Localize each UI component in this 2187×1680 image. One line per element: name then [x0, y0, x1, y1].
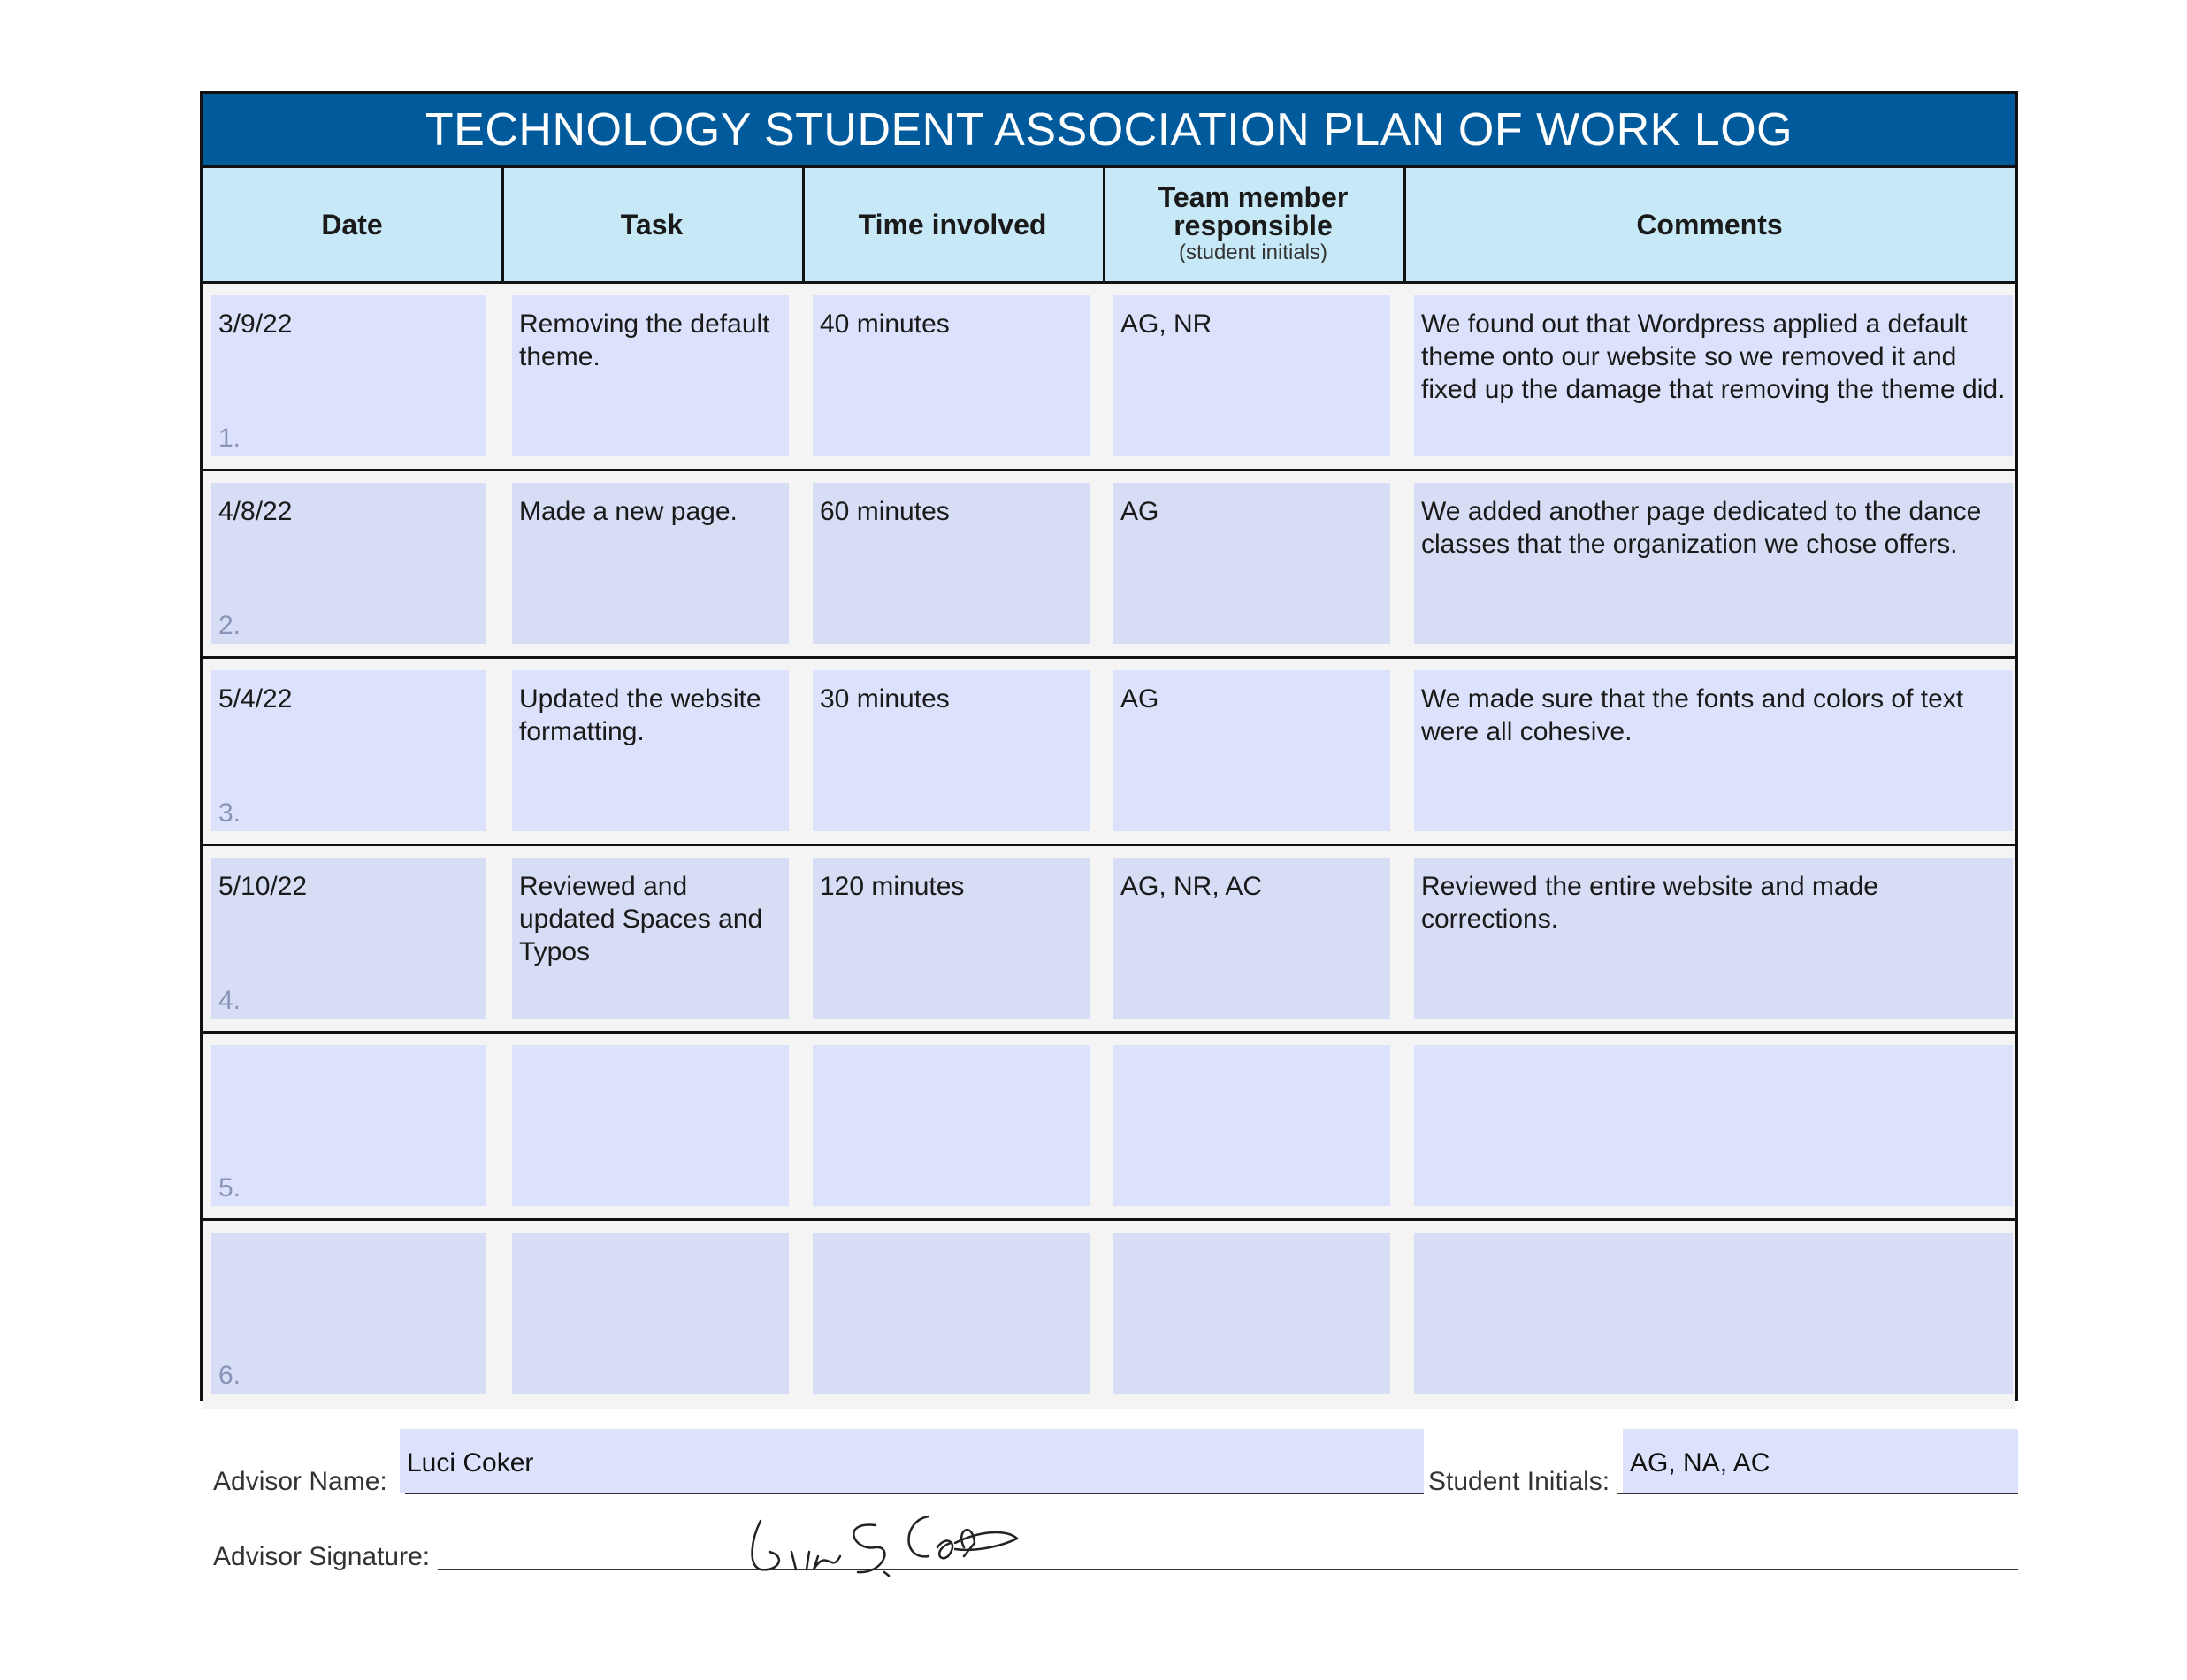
student-initials-field[interactable]: AG, NA, AC [1623, 1429, 2018, 1493]
advisor-name-field[interactable]: Luci Coker [400, 1429, 1424, 1493]
row-number: 1. [218, 424, 241, 453]
task-value: Removing the default theme. [519, 309, 770, 371]
advisor-signature [743, 1503, 1026, 1583]
column-header-team-member-sub: (student initials) [1178, 241, 1328, 264]
column-header-date: Date [321, 209, 383, 241]
date-value: 3/9/22 [218, 309, 293, 339]
task-value: Updated the website formatting. [519, 684, 761, 746]
member-value: AG [1120, 684, 1159, 714]
student-initials-underline [1617, 1493, 2018, 1494]
member-value: AG, NR [1120, 309, 1212, 339]
time-value: 120 minutes [820, 872, 965, 901]
row-number: 2. [218, 611, 241, 640]
date-value: 4/8/22 [218, 497, 293, 526]
advisor-signature-underline [438, 1569, 2018, 1570]
row-number: 6. [218, 1361, 241, 1390]
column-header-task: Task [620, 209, 684, 241]
column-header-time: Time involved [858, 209, 1047, 241]
date-value: 5/4/22 [218, 684, 293, 714]
comments-value: We added another page dedicated to the dance classes that the organization we chose offers. [1421, 497, 1982, 559]
comments-value: Reviewed the entire website and made corrections. [1421, 872, 1878, 934]
comments-value: We made sure that the fonts and colors of text were all cohesive. [1421, 684, 1964, 746]
date-value: 5/10/22 [218, 872, 308, 901]
member-value: AG, NR, AC [1120, 872, 1263, 901]
row-number: 4. [218, 986, 241, 1015]
advisor-name-underline [405, 1493, 1424, 1494]
advisor-name-label: Advisor Name: [213, 1467, 387, 1496]
task-value: Reviewed and updated Spaces and Typos [519, 872, 763, 966]
form-title: TECHNOLOGY STUDENT ASSOCIATION PLAN OF WORK LOG [203, 94, 2015, 168]
column-header-team-member: Team member responsible (student initials) [1158, 181, 1349, 264]
time-value: 30 minutes [820, 684, 950, 714]
time-value: 60 minutes [820, 497, 950, 526]
task-value: Made a new page. [519, 497, 738, 526]
row-number: 5. [218, 1173, 241, 1203]
member-value: AG [1120, 497, 1159, 526]
column-header-comments: Comments [1636, 209, 1783, 241]
advisor-signature-label: Advisor Signature: [213, 1542, 431, 1571]
comments-value: We found out that Wordpress applied a default theme onto our website so we removed it and fixed up the damage that removing the theme did. [1421, 309, 2006, 404]
student-initials-label: Student Initials: [1428, 1467, 1610, 1496]
time-value: 40 minutes [820, 309, 950, 339]
row-number: 3. [218, 798, 241, 828]
